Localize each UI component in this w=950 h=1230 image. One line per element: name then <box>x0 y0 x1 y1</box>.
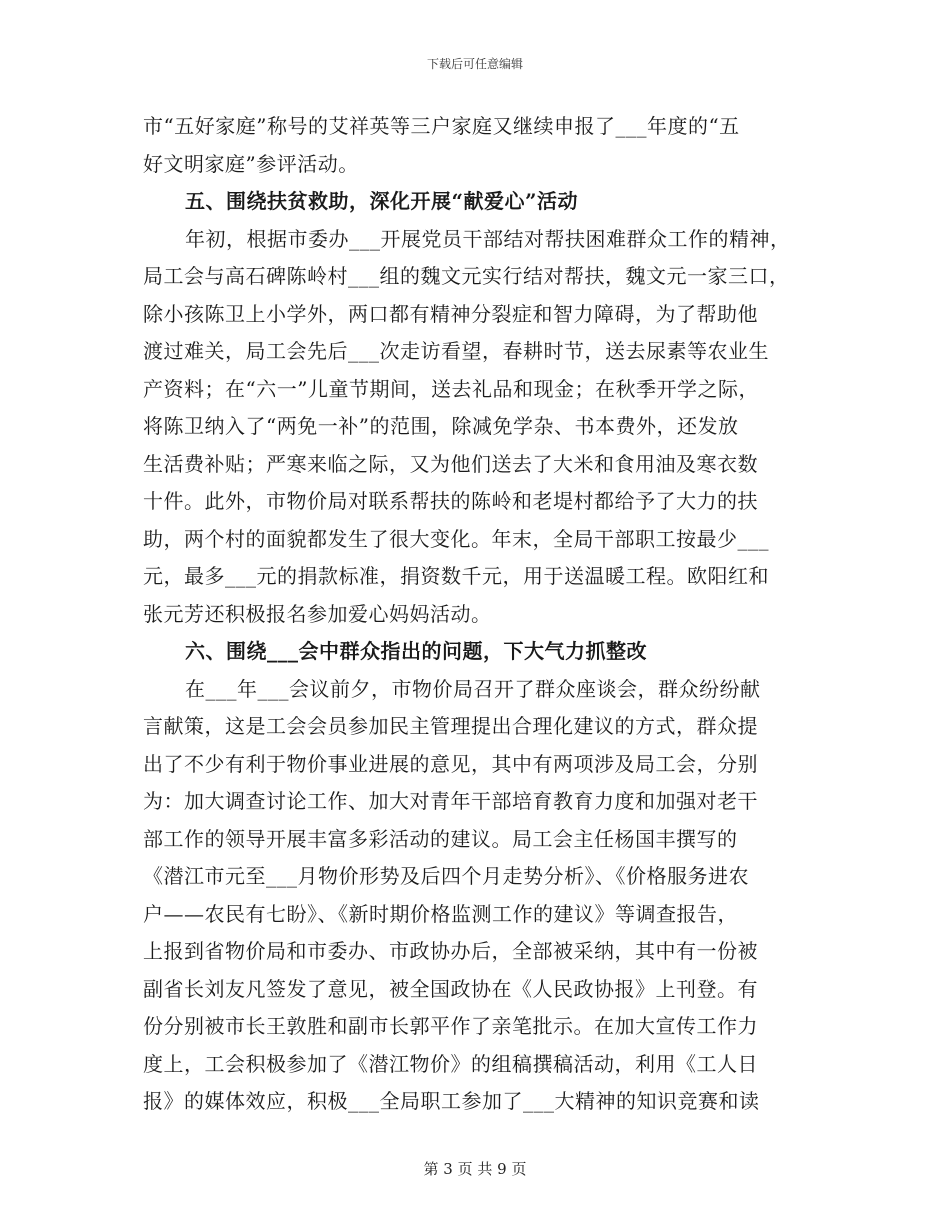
paragraph-line: 在___年___会议前夕，市物价局召开了群众座谈会，群众纷纷献 <box>185 676 761 701</box>
paragraph-line: 上报到省物价局和市委办、市政协办后，全部被采纳，其中有一份被 <box>143 939 758 963</box>
section-heading: 六、围绕___会中群众指出的问题，下大气力抓整改 <box>185 639 647 663</box>
paragraph-line: 部工作的领导开展丰富多彩活动的建议。局工会主任杨国丰撰写的 <box>143 826 738 851</box>
paragraph-line: 局工会与高石碑陈岭村___组的魏文元实行结对帮扶，魏文元一家三口， <box>143 264 790 288</box>
paragraph-line: 出了不少有利于物价事业进展的意见，其中有两项涉及局工会，分别 <box>143 751 758 776</box>
paragraph-line: 言献策，这是工会会员参加民主管理提出合理化建议的方式，群众提 <box>143 714 758 738</box>
paragraph-line: 度上，工会积极参加了《潜江物价》的组稿撰稿活动，利用《工人日 <box>143 1051 758 1076</box>
paragraph-line: 份分别被市长王敦胜和副市长郭平作了亲笔批示。在加大宣传工作力 <box>143 1014 758 1038</box>
paragraph-line: 元，最多___元的捐款标准，捐资数千元，用于送温暖工程。欧阳红和 <box>143 564 769 588</box>
paragraph-line: 生活费补贴；严寒来临之际，又为他们送去了大米和食用油及寒衣数 <box>143 451 758 476</box>
paragraph-line: 好文明家庭”参评活动。 <box>143 151 359 176</box>
paragraph-line: 助，两个村的面貌都发生了很大变化。年末，全局干部职工按最少___ <box>143 526 769 551</box>
document-body <box>143 108 803 1121</box>
page-header-note: 下载后可任意编辑 <box>426 57 523 71</box>
paragraph-line: 渡过难关，局工会先后___次走访看望，春耕时节，送去尿素等农业生 <box>143 339 769 363</box>
paragraph-line: 除小孩陈卫上小学外，两口都有精神分裂症和智力障碍，为了帮助他 <box>143 301 758 326</box>
page-footer-number: 第 3 页 共 9 页 <box>423 1160 527 1178</box>
paragraph-line: 十件。此外，市物价局对联系帮扶的陈岭和老堤村都给予了大力的扶 <box>143 489 758 513</box>
paragraph-line: 市“五好家庭”称号的艾祥英等三户家庭又继续申报了___年度的“五 <box>143 114 740 138</box>
paragraph-line: 将陈卫纳入了“两免一补”的范围，除减免学杂、书本费外，还发放 <box>143 414 739 438</box>
paragraph-line: 为：加大调查讨论工作、加大对青年干部培育教育力度和加强对老干 <box>143 789 758 813</box>
section-heading: 五、围绕扶贫救助，深化开展“献爱心”活动 <box>185 189 579 213</box>
paragraph-line: 年初，根据市委办___开展党员干部结对帮扶困难群众工作的精神， <box>185 226 791 251</box>
paragraph-line: 《潜江市元至___月物价形势及后四个月走势分析》、《价格服务进农 <box>143 864 749 888</box>
paragraph-line: 户——农民有七盼》、《新时期价格监测工作的建议》等调查报告， <box>143 901 738 926</box>
paragraph-line: 副省长刘友凡签发了意见，被全国政协在《人民政协报》上刊登。有 <box>143 976 758 1001</box>
paragraph-line: 张元芳还积极报名参加爱心妈妈活动。 <box>143 601 492 626</box>
paragraph-line: 产资料；在“六一”儿童节期间，送去礼品和现金；在秋季开学之际， <box>143 376 759 401</box>
paragraph-line: 报》的媒体效应，积极___全局职工参加了___大精神的知识竞赛和读 <box>143 1089 760 1113</box>
